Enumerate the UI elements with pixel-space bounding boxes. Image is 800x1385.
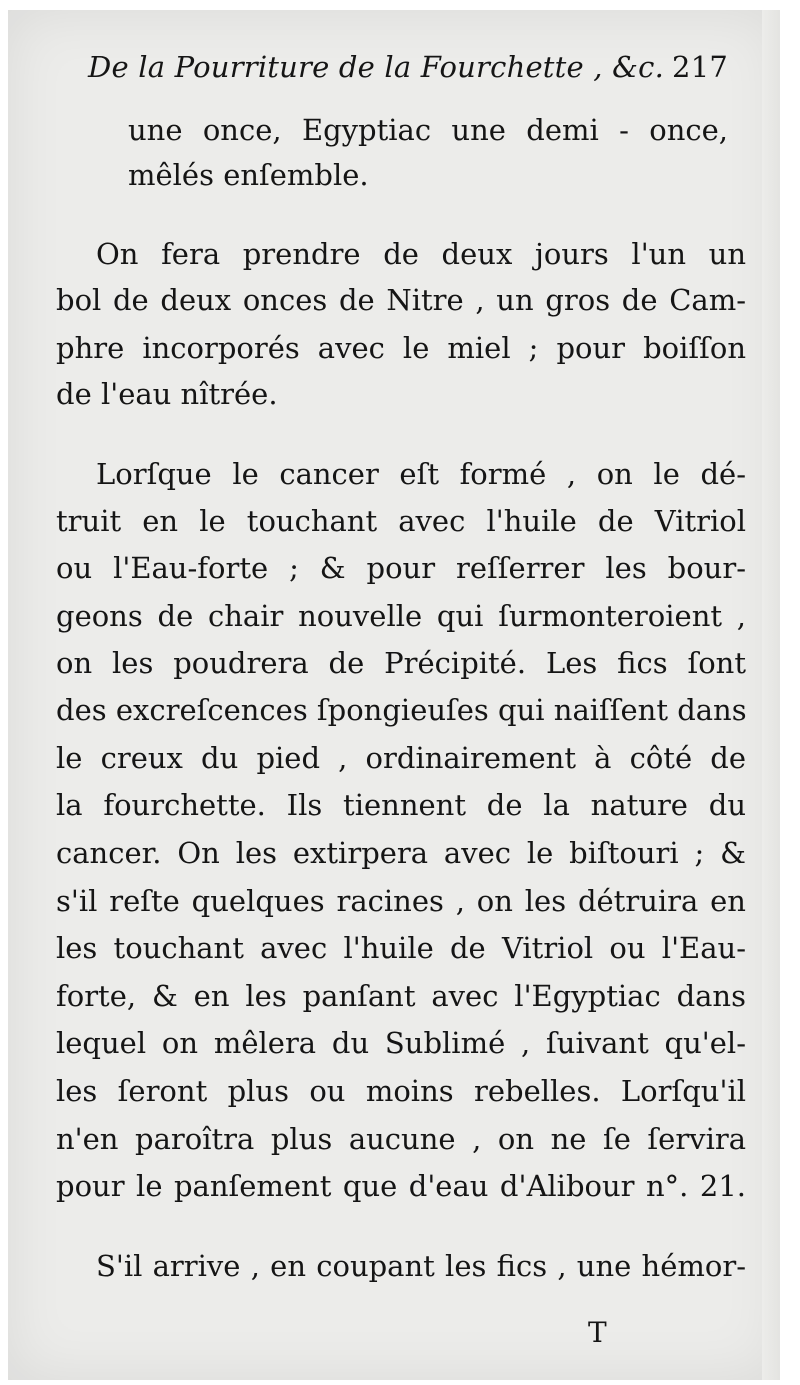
text-line: Lorſque le cancer eſt formé , on le dé- <box>96 457 746 491</box>
page-edge <box>762 10 780 1380</box>
text-line: s'il reſte quelques racines , on les détruira en <box>56 884 746 918</box>
text-line: geons de chair nouvelle qui ſurmonteroient , <box>56 599 746 633</box>
text-line: ou l'Eau-forte ; & pour reſſerrer les bour- <box>56 551 746 585</box>
text-line: On fera prendre de deux jours l'un un <box>96 237 746 271</box>
text-line: truit en le touchant avec l'huile de Vitriol <box>56 504 746 538</box>
text-line: le creux du pied , ordinairement à côté de <box>56 741 746 775</box>
text-line: bol de deux onces de Nitre , un gros de Cam- <box>56 283 746 317</box>
text-line: une once, Egyptiac une demi - once, <box>128 113 728 147</box>
text-line: on les poudrera de Précipité. Les fics ſont <box>56 646 746 680</box>
text-line: mêlés enſemble. <box>128 158 369 192</box>
text-line: de l'eau nîtrée. <box>56 377 278 411</box>
book-page <box>8 10 780 1380</box>
text-line: forte, & en les panſant avec l'Egyptiac dans <box>56 979 746 1013</box>
text-line: n'en paroîtra plus aucune , on ne ſe ſervira <box>56 1122 746 1156</box>
text-line: les ſeront plus ou moins rebelles. Lorſqu'il <box>56 1074 746 1108</box>
text-line: S'il arrive , en coupant les fics , une hémor- <box>96 1249 746 1283</box>
text-line: les touchant avec l'huile de Vitriol ou l'Eau- <box>56 931 746 965</box>
text-line: phre incorporés avec le miel ; pour boiſſon <box>56 331 746 365</box>
text-line: cancer. On les extirpera avec le biſtouri ; & <box>56 836 746 870</box>
page-number: 217 <box>672 50 728 84</box>
text-line: lequel on mêlera du Sublimé , ſuivant qu'el- <box>56 1026 746 1060</box>
running-header-title: De la Pourriture de la Fourchette , &c. <box>88 50 665 84</box>
signature-mark: T <box>588 1316 607 1349</box>
running-header <box>88 50 738 84</box>
text-line: pour le panſement que d'eau d'Alibour n°. 21. <box>56 1169 746 1203</box>
text-line: la fourchette. Ils tiennent de la nature du <box>56 788 746 822</box>
text-line: des excreſcences ſpongieuſes qui naiſſent dans <box>56 693 747 727</box>
